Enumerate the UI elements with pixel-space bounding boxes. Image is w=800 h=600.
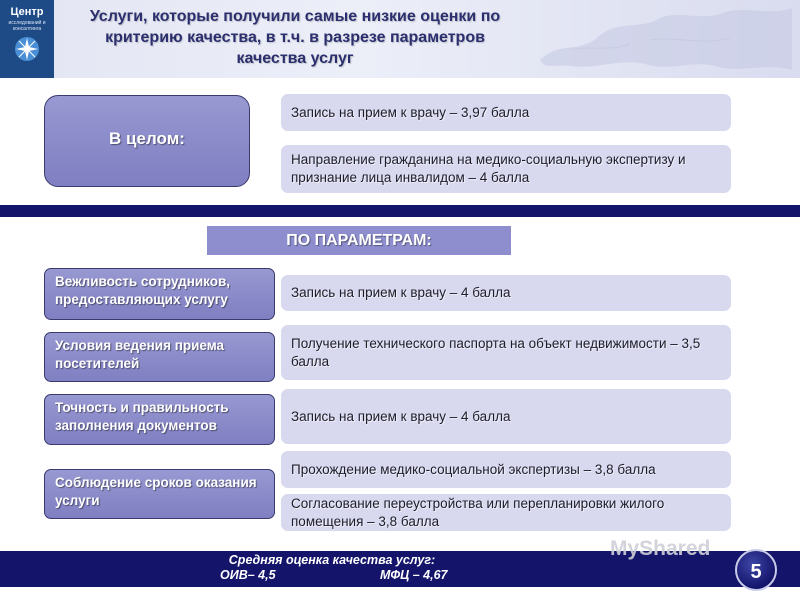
watermark: MyShared [610,537,711,560]
param-accuracy-service: Запись на прием к врачу – 4 балла [281,389,731,444]
section-divider [0,205,800,217]
footer-oiv: ОИВ– 4,5 [220,568,276,582]
overall-label: В целом: [44,95,250,187]
param-politeness-service: Запись на прием к врачу – 4 балла [281,275,731,311]
overall-item-2: Направление гражданина на медико-социальную экспертизу и признание лица инвалидом – 4 балла [281,145,731,193]
params-header: ПО ПАРАМЕТРАМ: [207,226,511,255]
slide-title: Услуги, которые получили самые низкие оценки по критерию качества, в т.ч. в разрезе параметров качества услуг [89,8,501,67]
param-deadlines-service-2: Согласование переустройства или перепланировки жилого помещения – 3,8 балла [281,494,731,531]
param-deadlines-service-1: Прохождение медико-социальной экспертизы – 3,8 балла [281,451,731,488]
logo-title: Центр [10,6,44,18]
slide-header [0,0,800,78]
slide-number: 5 [735,549,777,591]
map-decoration [530,0,800,78]
overall-item-1: Запись на прием к врачу – 3,97 балла [281,94,731,131]
star-icon [14,36,40,62]
logo [0,0,54,78]
param-conditions-service: Получение технического паспорта на объект недвижимости – 3,5 балла [281,325,731,380]
footer-average-label: Средняя оценка качества услуг: [228,553,436,567]
param-conditions: Условия ведения приема посетителей [44,332,275,382]
footer-mfc: МФЦ – 4,67 [380,568,448,582]
logo-subtitle: исследований и консалтинга [8,20,46,32]
param-politeness: Вежливость сотрудников, предоставляющих услугу [44,268,275,320]
param-deadlines: Соблюдение сроков оказания услуги [44,469,275,519]
param-accuracy: Точность и правильность заполнения документов [44,394,275,445]
